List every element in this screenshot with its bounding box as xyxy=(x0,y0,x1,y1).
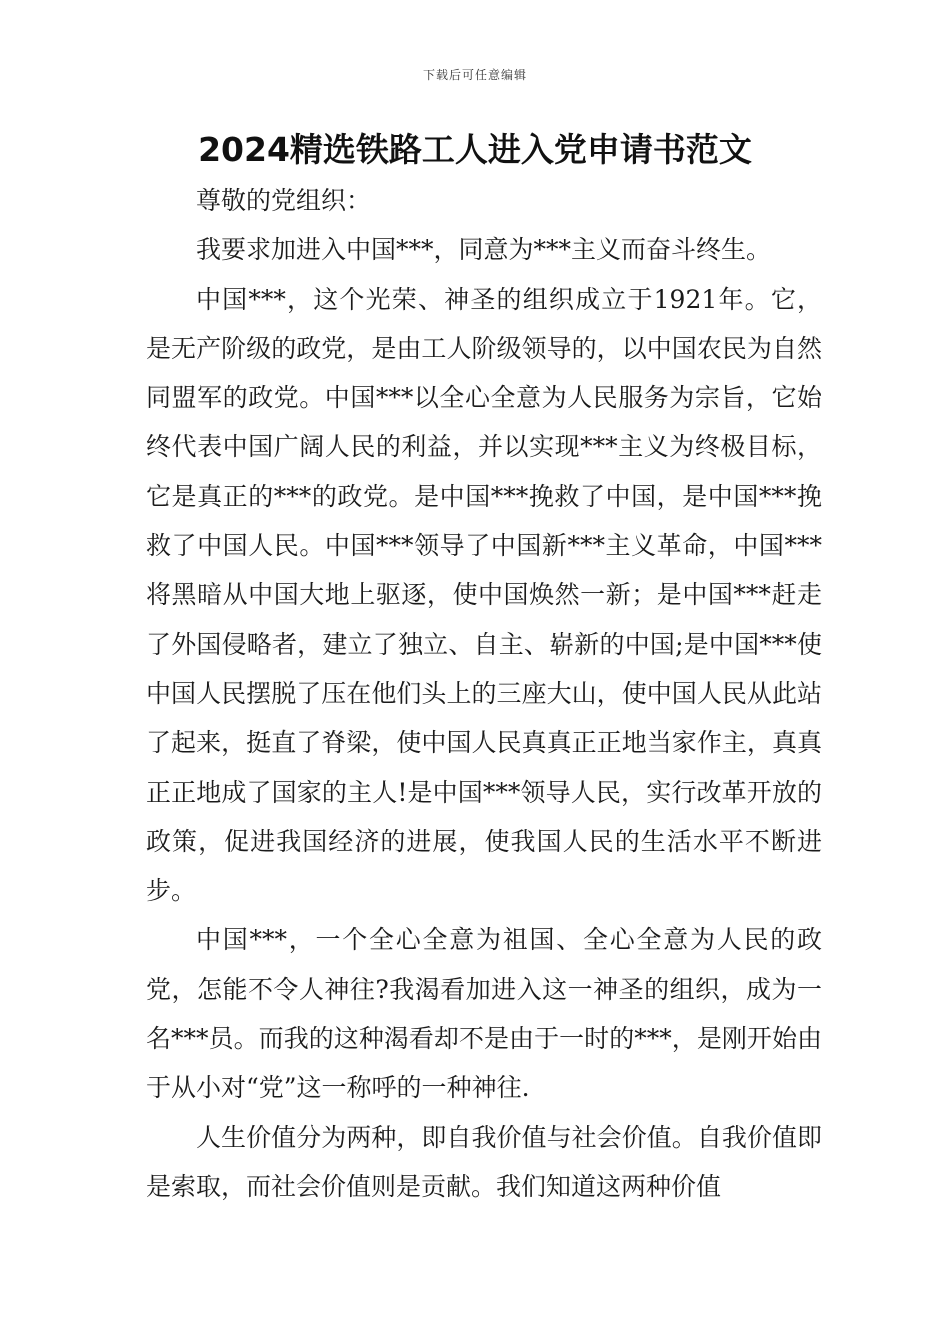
paragraph-4: 人生价值分为两种，即自我价值与社会价值。自我价值即是索取，而社会价值则是贡献。我们知道这两种价值 xyxy=(146,1122,822,1201)
salutation: 尊敬的党组织： xyxy=(196,186,372,215)
document-title: 2024精选铁路工人进入党申请书范文 xyxy=(198,130,752,169)
paragraph-1: 我要求加进入中国***，同意为***主义而奋斗终生。 xyxy=(196,235,772,265)
paragraph-2: 中国***，这个光荣、神圣的组织成立于1921年。它，是无产阶级的政党，是由工人阶级领导的，以中国农民为自然同盟军的政党。中国***以全心全意为人民服务为宗旨，它始终代表中国广阔人民的利益，并以实现***主义为终极目标，它是真正的***的政党。是中国***挽救了中国，是中国***挽救了中国人民。中国***领导了中国新***主义革命，中国***将黑暗从中国大地上驱逐，使中国焕然一新；是中国***赶走了外国侵略者，建立了独立、自主、崭新的中国;是中国***使中国人民摆脱了压在他们头上的三座大山，使中国人民从此站了起来，挺直了脊梁，使中国人民真真正正地当家作主，真真正正地成了国家的主人!是中国***领导人民，实行改革开放的政策，促进我国经济的进展，使我国人民的生活水平不断进步。 xyxy=(146,284,822,906)
document-body xyxy=(146,176,822,1211)
paragraph-3: 中国***，一个全心全意为祖国、全心全意为人民的政党，怎能不令人神往?我渴看加进入这一神圣的组织，成为一名***员。而我的这种渴看却不是由于一时的***，是刚开始由于从小对“党”这一称呼的一种神往. xyxy=(146,925,822,1103)
page-header-note: 下载后可任意编辑 xyxy=(422,68,527,82)
